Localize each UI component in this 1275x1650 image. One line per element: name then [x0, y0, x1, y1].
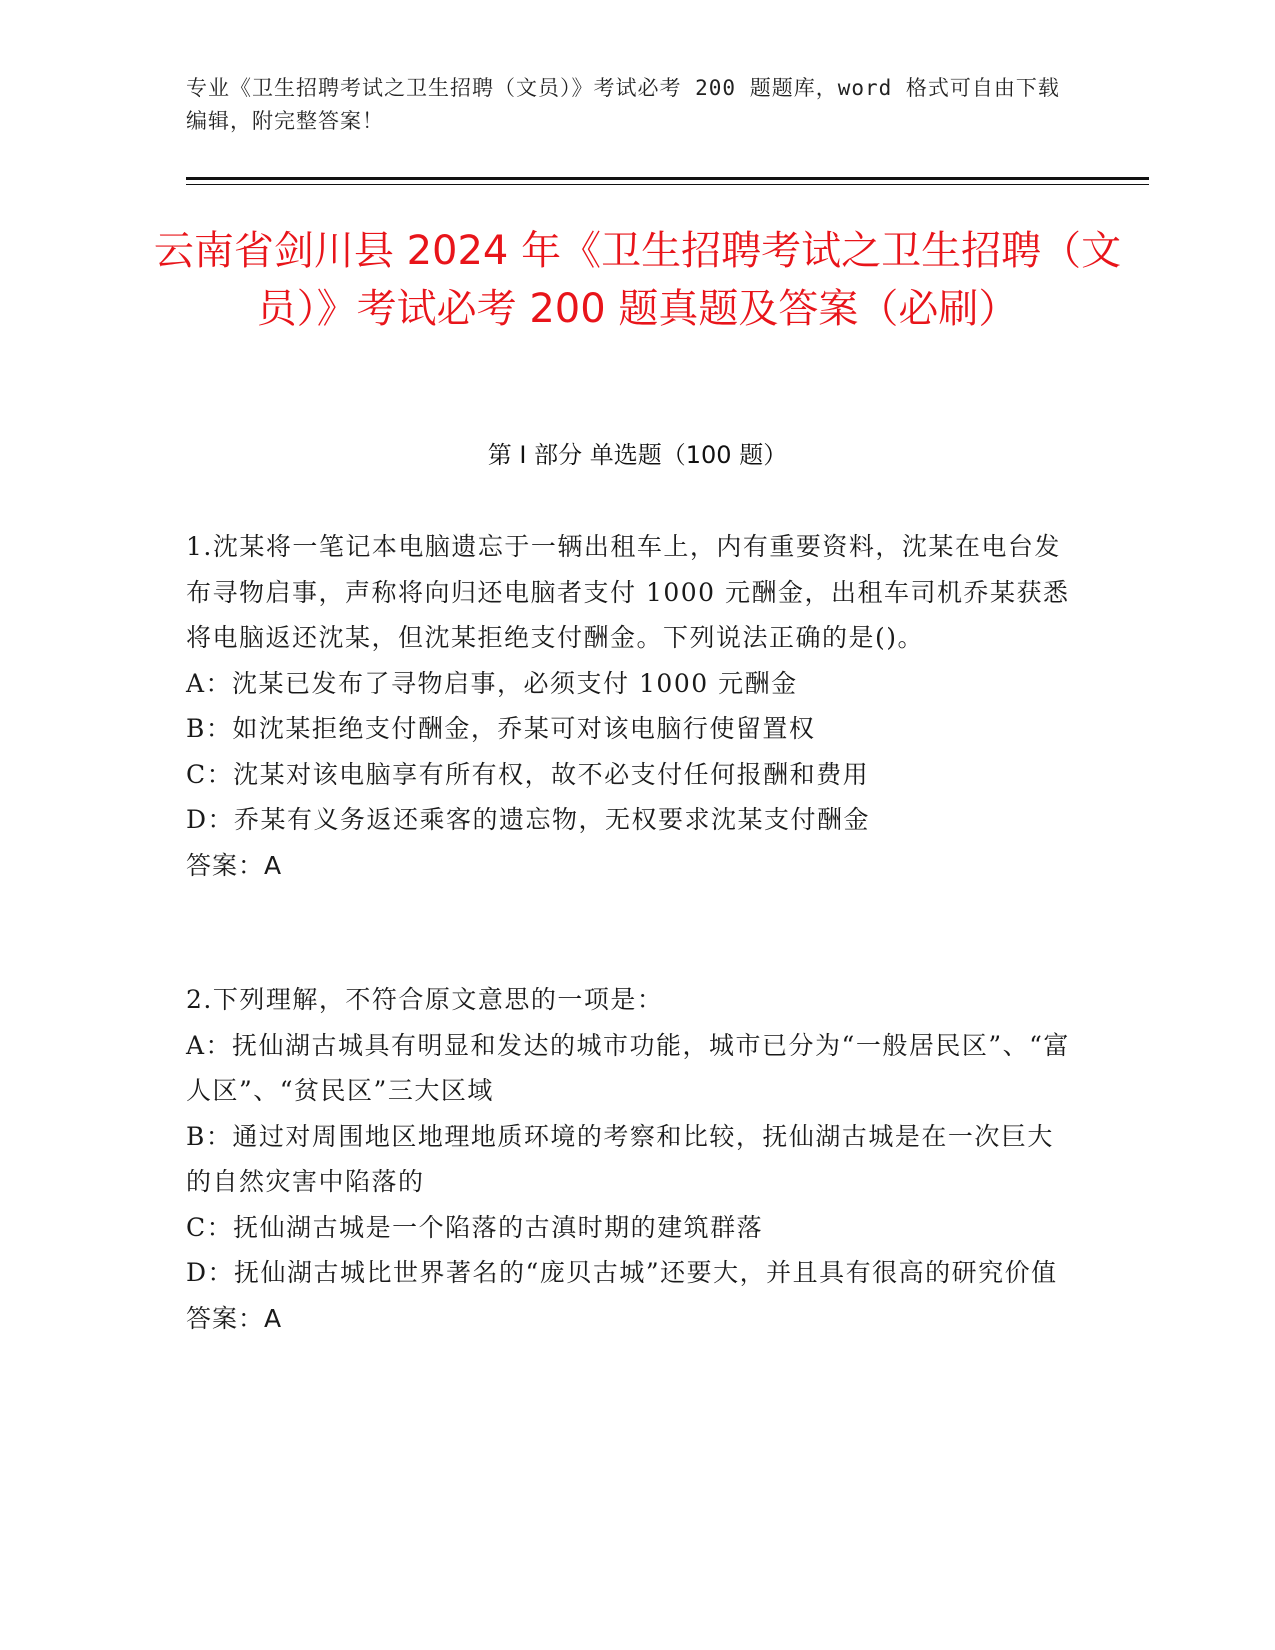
header-rule-thick — [186, 177, 1149, 180]
answer-line: 答案：A — [186, 850, 283, 880]
option-b: B：通过对周围地区地理地质环境的考察和比较，抚仙湖古城是在一次巨大的自然灾害中陷落的 — [186, 1121, 1054, 1196]
option-c: C：沈某对该电脑享有所有权，故不必支付任何报酬和费用 — [186, 759, 870, 789]
question-1 — [186, 524, 1076, 888]
option-d: D：抚仙湖古城比世界著名的“庞贝古城”还要大，并且具有很高的研究价值 — [186, 1258, 1058, 1287]
document-title: 云南省剑川县 2024 年《卫生招聘考试之卫生招聘（文员）》考试必考 200 题真题及答案（必刷） — [153, 228, 1122, 332]
header-note: 专业《卫生招聘考试之卫生招聘（文员）》考试必考 200 题题库，word 格式可自由下载编辑，附完整答案！ — [186, 76, 1060, 133]
question-stem: 1.沈某将一笔记本电脑遗忘于一辆出租车上，内有重要资料，沈某在电台发布寻物启事，声称将向归还电脑者支付 1000 元酬金，出租车司机乔某获悉将电脑返还沈某，但沈某拒绝支付酬金。下列说法正确的是()。 — [186, 532, 1070, 652]
answer-line: 答案：A — [186, 1303, 283, 1333]
question-2 — [186, 977, 1076, 1341]
question-stem: 2.下列理解，不符合原文意思的一项是： — [186, 985, 664, 1014]
header-rule-thin — [186, 184, 1149, 185]
option-c: C：抚仙湖古城是一个陷落的古滇时期的建筑群落 — [186, 1212, 764, 1242]
option-b: B：如沈某拒绝支付酬金，乔某可对该电脑行使留置权 — [186, 714, 816, 743]
option-a: A：沈某已发布了寻物启事，必须支付 1000 元酬金 — [186, 668, 798, 698]
option-d: D：乔某有义务返还乘客的遗忘物，无权要求沈某支付酬金 — [186, 805, 871, 834]
option-a: A：抚仙湖古城具有明显和发达的城市功能，城市已分为“一般居民区”、“富人区”、“贫民区”三大区域 — [186, 1030, 1070, 1105]
section-heading: 第 I 部分 单选题（100 题） — [487, 441, 788, 469]
